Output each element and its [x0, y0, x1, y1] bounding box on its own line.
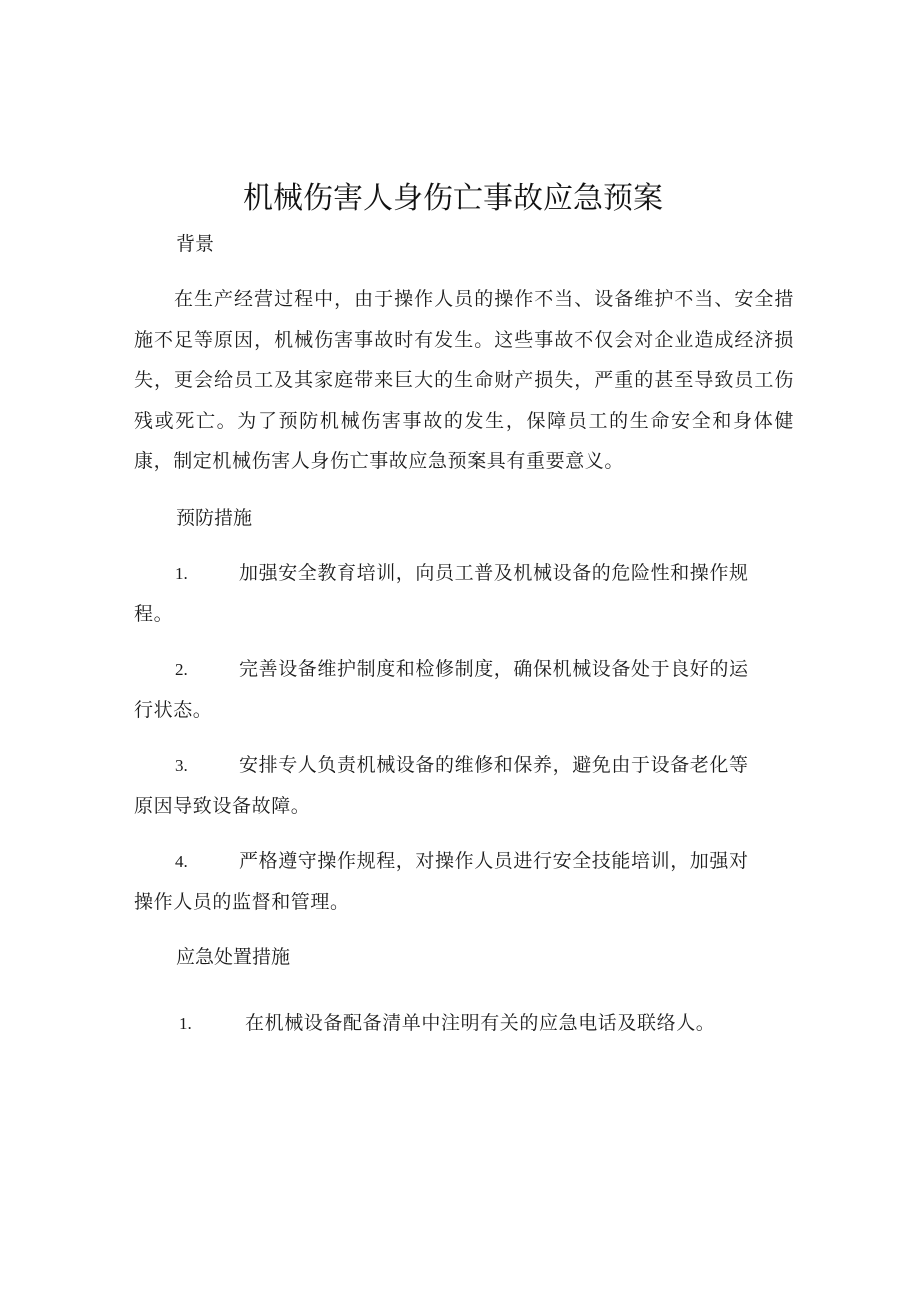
list-item — [134, 745, 754, 826]
list-item-number: 3. — [175, 756, 188, 775]
list-item-text: 严格遵守操作规程，对操作人员进行安全技能培训，加强对操作人员的监督和管理。 — [134, 850, 749, 913]
list-item-number: 2. — [175, 660, 188, 679]
list-item — [134, 1003, 774, 1044]
list-item-text: 加强安全教育培训，向员工普及机械设备的危险性和操作规程。 — [134, 562, 749, 625]
background-paragraph: 在生产经营过程中，由于操作人员的操作不当、设备维护不当、安全措施不足等原因，机械伤害事故时有发生。这些事故不仅会对企业造成经济损失，更会给员工及其家庭带来巨大的生命财产损失，严重的甚至导致员工伤残或死亡。为了预防机械伤害事故的发生，保障员工的生命安全和身体健康，制定机械伤害人身伤亡事故应急预案具有重要意义。 — [134, 288, 794, 473]
section-heading-emergency: 应急处置措施 — [176, 946, 291, 968]
list-item — [134, 649, 754, 730]
document-title: 机械伤害人身伤亡事故应急预案 — [243, 181, 663, 216]
section-heading-background: 背景 — [176, 233, 215, 255]
list-item-number: 1. — [175, 564, 188, 583]
list-item-text: 安排专人负责机械设备的维修和保养，避免由于设备老化等原因导致设备故障。 — [134, 754, 749, 817]
list-item — [134, 553, 754, 634]
list-item-number: 4. — [175, 852, 188, 871]
section-heading-prevention: 预防措施 — [176, 507, 253, 529]
list-item — [134, 841, 754, 922]
list-item-number: 1. — [179, 1014, 192, 1033]
list-item-text: 完善设备维护制度和检修制度，确保机械设备处于良好的运行状态。 — [134, 658, 749, 721]
list-item-text: 在机械设备配备清单中注明有关的应急电话及联络人。 — [245, 1012, 716, 1034]
